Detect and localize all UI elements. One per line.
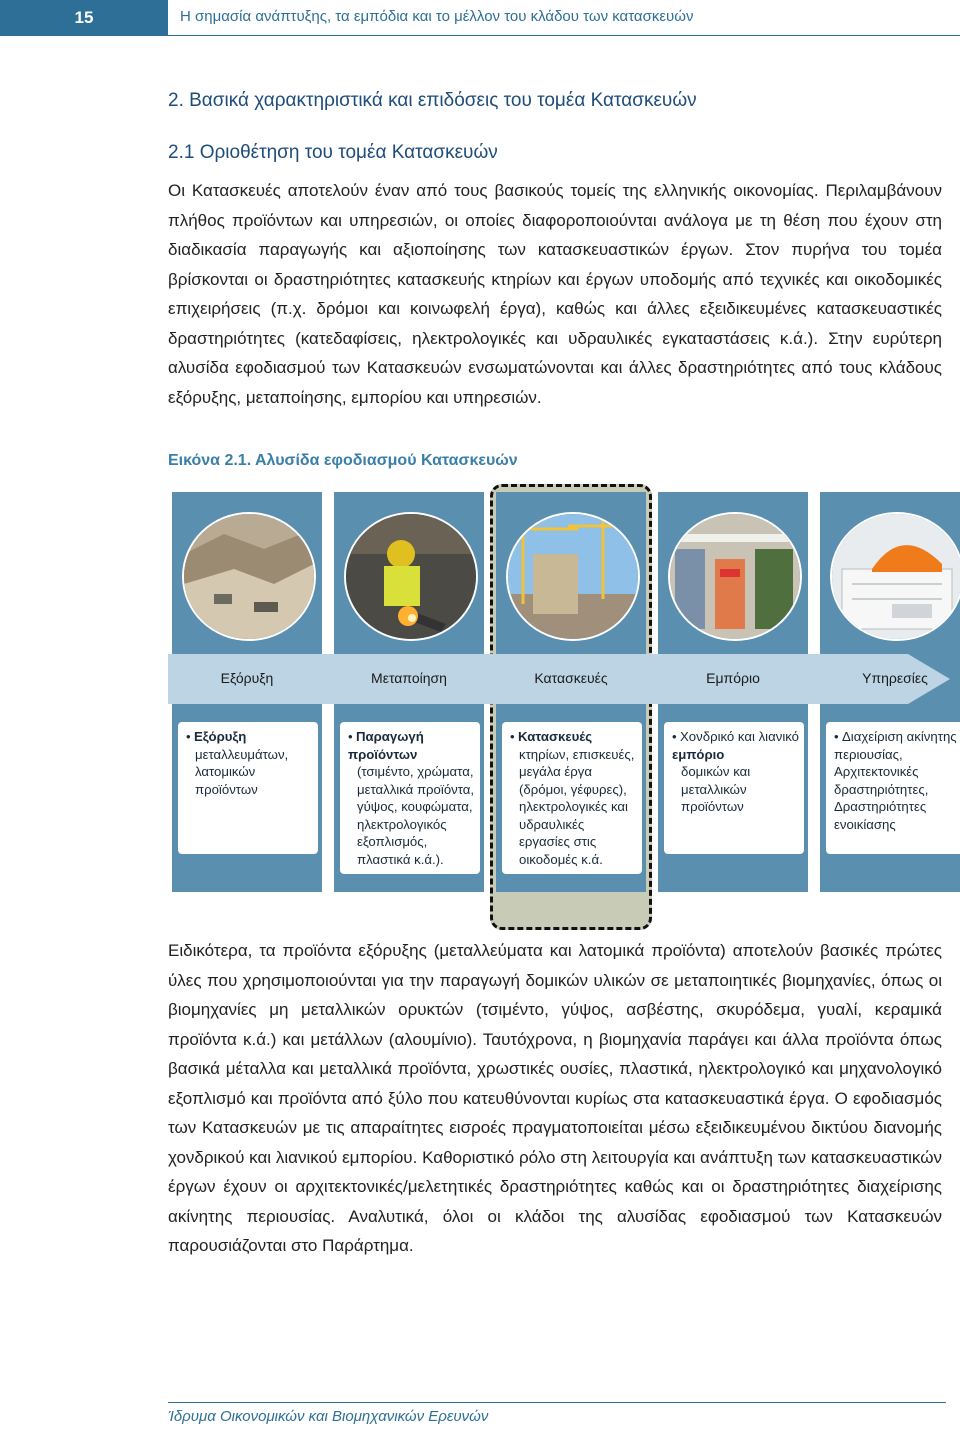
stage-label-extraction: Εξόρυξη — [220, 670, 274, 686]
cranes-photo-icon — [506, 512, 640, 641]
intro-paragraph: Οι Κατασκευές αποτελούν έναν από τους βασικούς τομείς της ελληνικής οικονομίας. Περιλαμβάνουν πλήθος προϊόντων και υπηρεσιών, οι οποίες διαφοροποιούνται ανάλογα με τη θέση που έχουν στη διαδικασία παραγωγής και αξιοποίησης των κατασκευαστικών έργων. Στον πυρήνα του τομέα βρίσκονται οι δραστηριότητες κατασκευής κτηρίων και έργων υποδομής από τεχνικές και οικοδομικές επιχειρήσεις (π.χ. δρόμοι και κοινωφελή έργα), καθώς και άλλες εξειδικευμένες κατασκευαστικές δραστηριότητες (κατεδαφίσεις, ηλεκτρολογικές και υδραυλικές εγκαταστάσεις κ.ά.). Στην ευρύτερη αλυσίδα εφοδιασμού των Κατασκευών ενσωματώνονται και άλλες δραστηριότητες από τους κλάδους εξόρυξης, μεταποίησης, εμπορίου και υπηρεσιών. — [168, 181, 942, 407]
stage-desc-construction — [502, 722, 642, 874]
stage-label-construction: Κατασκευές — [534, 670, 608, 686]
stage-label-trade: Εμπόριο — [706, 670, 760, 686]
stage-label-services: Υπηρεσίες — [862, 670, 928, 686]
desc-text: Διαχείριση ακίνητης περιουσίας, Αρχιτεκτονικές δραστηριότητες, Δραστηριότητες ενοικίασης — [834, 729, 957, 832]
desc-pre: Χονδρικό και λιανικό — [680, 729, 800, 744]
bullet-icon: • — [672, 729, 677, 744]
bullet-icon: • — [834, 729, 839, 744]
section-subheading: 2.1 Οριοθέτηση του τομέα Κατασκευών — [168, 142, 498, 163]
store-photo-icon — [668, 512, 802, 641]
running-title: Η σημασία ανάπτυξης, τα εμπόδια και το μέλλον του κλάδου των κατασκευών — [180, 8, 694, 25]
desc-text: κτηρίων, επισκευές, μεγάλα έργα (δρόμοι, γέφυρες), ηλεκτρολογικές και υδραυλικές εργασίες στις οικοδομές κ.ά. — [519, 746, 635, 867]
page-number: 15 — [74, 8, 94, 27]
footer-text: Ίδρυμα Οικονομικών και Βιομηχανικών Ερευνών — [168, 1408, 489, 1425]
figure-caption: Εικόνα 2.1. Αλυσίδα εφοδιασμού Κατασκευών — [168, 452, 518, 469]
section-heading: 2. Βασικά χαρακτηριστικά και επιδόσεις του τομέα Κατασκευών — [168, 90, 697, 111]
desc-text: μεταλλευμάτων, λατομικών προϊόντων — [195, 746, 289, 797]
bullet-icon: • — [186, 729, 191, 744]
desc-text: δομικών και μεταλλικών προϊόντων — [681, 764, 751, 814]
stage-desc-extraction — [178, 722, 318, 854]
page-number-box — [0, 0, 168, 36]
desc-bold: Εξόρυξη — [194, 729, 247, 744]
stage-desc-manufacturing — [340, 722, 480, 874]
detail-paragraph: Ειδικότερα, τα προϊόντα εξόρυξης (μεταλλεύματα και λατομικά προϊόντα) αποτελούν βασικές πρώτες ύλες που χρησιμοποιούνται για την παραγωγή δομικών υλικών σε μεταποιητικές βιομηχανίες, όπως οι βιομηχανίες μη μεταλλικών ορυκτών (τσιμέντο, γύψος, ασβέστης, σκυρόδεμα, γυαλί, κεραμικά προϊόντα κ.ά.) και μετάλλων (αλουμίνιο). Ταυτόχρονα, η βιομηχανία παράγει και άλλα προϊόντα όπως βασικά μέταλλα και μεταλλικά προϊόντα, χρωστικές ουσίες, πλαστικά, ηλεκτρολογικό και μηχανολογικό εξοπλισμό και προϊόντα από ξύλο που κατευθύνονται κυρίως στα κατασκευαστικά έργα. Ο εφοδιασμός των Κατασκευών με τις απαραίτητες εισροές πραγματοποιείται μέσω εξειδικευμένου δικτύου διανομής χονδρικού και λιανικού εμπορίου. Καθοριστικό ρόλο στη λειτουργία και ανάπτυξη των κατασκευαστικών έργων έχουν οι αρχιτεκτονικές/μελετητικές δραστηριότητες καθώς και οι δραστηριότητες διαχείρισης ακίνητης περιουσίας. Αναλυτικά, όλοι οι κλάδοι της αλυσίδας εφοδιασμού των Κατασκευών παρουσιάζονται στο Παράρτημα. — [168, 941, 942, 1255]
welder-photo-icon — [344, 512, 478, 641]
desc-text: (τσιμέντο, χρώματα, μεταλλικά προϊόντα, γύψος, κουφώματα, ηλεκτρολογικός εξοπλισμός, πλαστικά κ.ά.). — [357, 764, 475, 867]
helmet-blueprint-photo-icon — [830, 512, 960, 641]
desc-bold: Παραγωγή προϊόντων — [348, 729, 424, 762]
desc-bold: Κατασκευές — [518, 729, 593, 744]
footer-divider — [168, 1402, 946, 1403]
desc-bold: εμπόριο — [672, 746, 725, 762]
header-divider — [168, 35, 960, 36]
quarry-photo-icon — [182, 512, 316, 641]
stage-desc-trade — [664, 722, 804, 854]
stage-desc-services — [826, 722, 960, 854]
stage-label-manufacturing: Μεταποίηση — [371, 670, 447, 686]
supply-chain-figure — [168, 484, 957, 934]
bullet-icon: • — [348, 729, 353, 744]
bullet-icon: • — [510, 729, 515, 744]
